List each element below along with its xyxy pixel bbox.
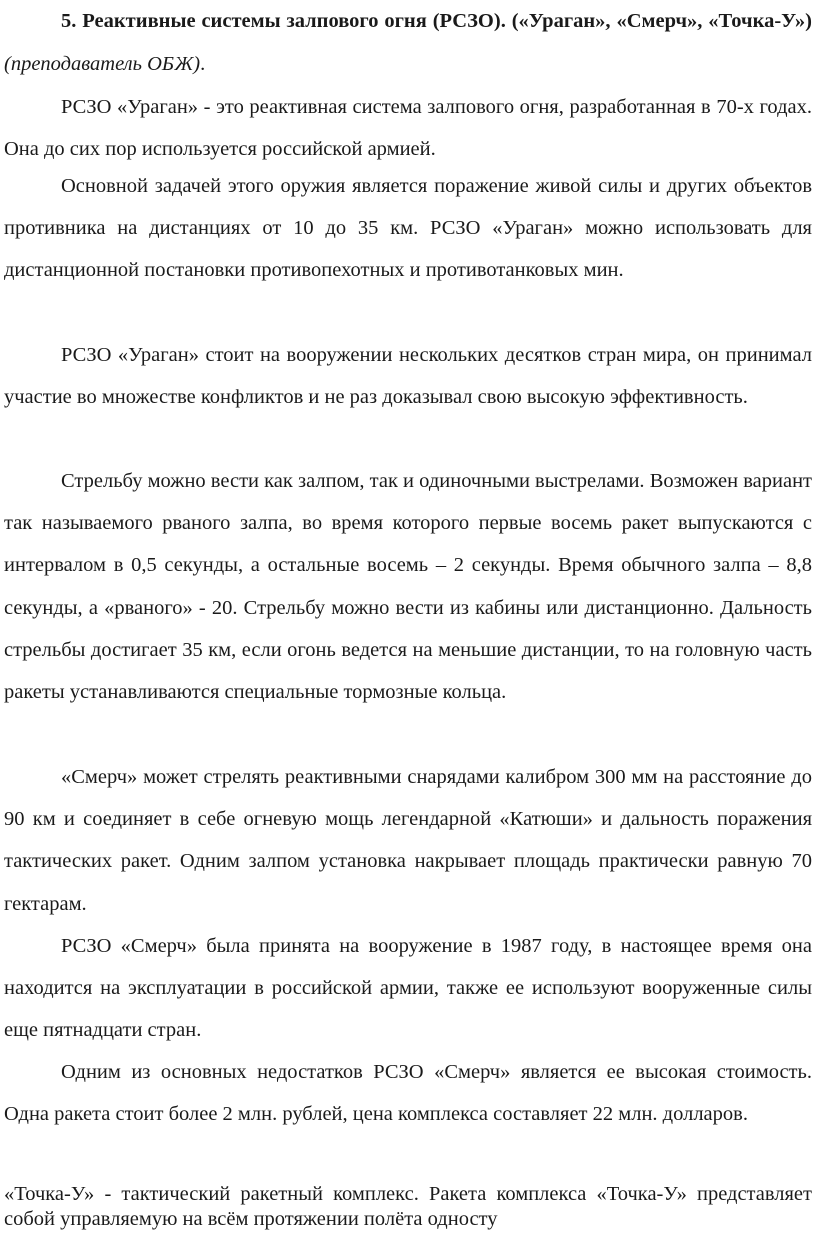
heading-end: . [200, 53, 206, 75]
heading-author: (преподаватель ОБЖ) [4, 53, 201, 75]
paragraph-uragan-service: РСЗО «Ураган» стоит на вооружении нескольких десятков стран мира, он принимал участие во множестве конфликтов и не раз доказывал свою высокую эффективность. [4, 344, 812, 409]
paragraph-uragan-intro: РСЗО «Ураган» - это реактивная система залпового огня, разработанная в 70-х годах. Она до сих пор используется российской армией. [4, 96, 812, 161]
section-heading [4, 0, 812, 86]
paragraph-smerch-intro: «Смерч» может стрелять реактивными снарядами калибром 300 мм на расстояние до 90 км и соединяет в себе огневую мощь легендарной «Катюши» и дальность поражения тактических ракет. Одним залпом установка накрывает площадь практически равную 70 гектарам. [4, 766, 812, 915]
paragraph-uragan-firing: Стрельбу можно вести как залпом, так и одиночными выстрелами. Возможен вариант так называемого рваного залпа, во время которого первые восемь ракет выпускаются с интервалом в 0,5 секунды, а остальные восемь – 2 секунды. Время обычного залпа – 8,8 секунды, а «рваного» - 20. Стрельбу можно вести из кабины или дистанционно. Дальность стрельбы достигает 35 км, если огонь ведется на меньшие дистанции, то на головную часть ракеты устанавливаются специальные тормозные кольца. [4, 470, 812, 704]
paragraph-smerch-cost: Одним из основных недостатков РСЗО «Смерч» является ее высокая стоимость. Одна ракета стоит более 2 млн. рублей, цена комплекса составляет 22 млн. долларов. [4, 1061, 812, 1126]
paragraph-uragan-purpose: Основной задачей этого оружия является поражение живой силы и других объектов противника на дистанциях от 10 до 35 км. РСЗО «Ураган» можно использовать для дистанционной постановки противопехотных и противотанковых мин. [4, 175, 812, 282]
paragraph-tochka-u: «Точка-У» - тактический ракетный комплекс. Ракета комплекса «Точка-У» представляет собой управляемую на всём протяжении полёта односту [4, 1183, 812, 1230]
heading-title: 5. Реактивные системы залпового огня (РСЗО). («Ураган», «Смерч», «Точка-У») [61, 10, 812, 32]
paragraph-smerch-service: РСЗО «Смерч» была принята на вооружение в 1987 году, в настоящее время она находится на эксплуатации в российской армии, также ее используют вооруженные силы еще пятнадцати стран. [4, 935, 812, 1042]
